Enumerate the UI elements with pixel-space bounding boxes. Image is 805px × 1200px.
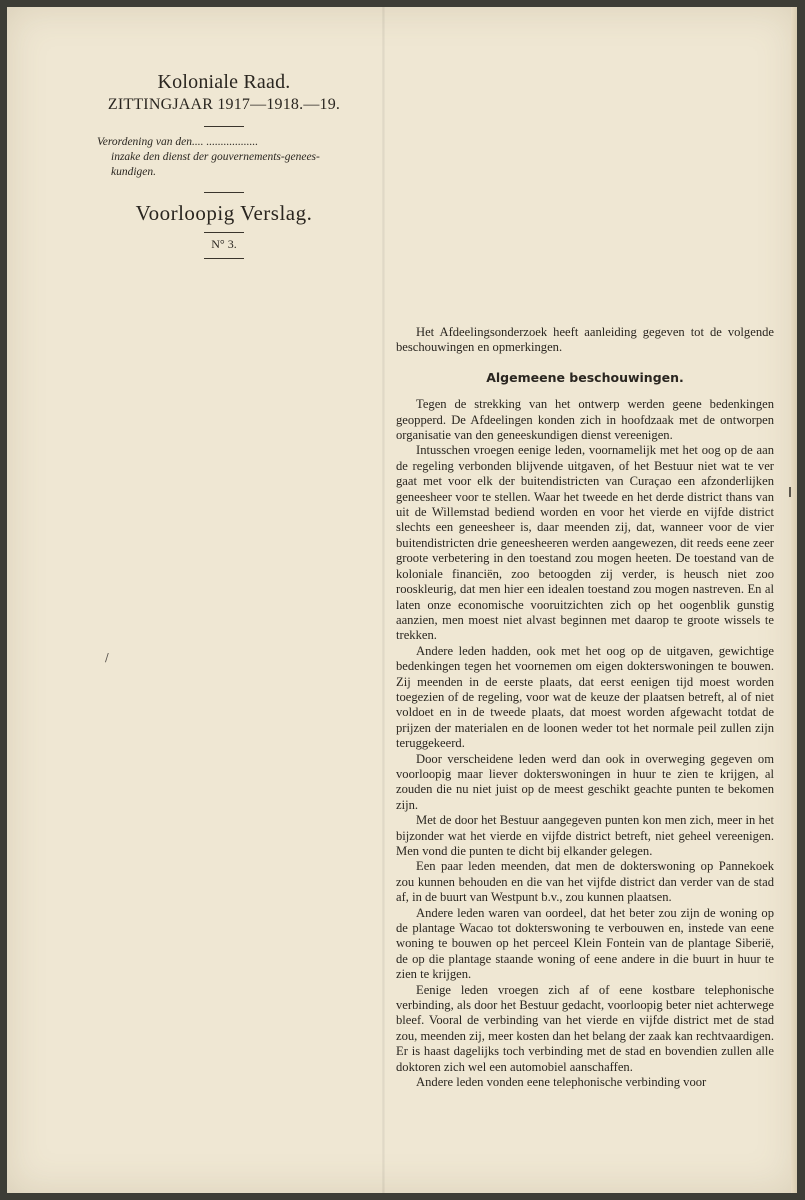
body-paragraph: Eenige leden vroegen zich af of eene kostbare telephonische verbinding, als door het Bestuur gedacht, voorloopig beter niet achterwege bleef. Vooral de verbinding van het vierde en vijfde district met de stad zou, meenden zij, meer kosten dan het belang der zaak kan rechtvaardigen. Er is haast dagelijks toch verbinding met de stad en bovendien zullen alle doktoren zich wel een automobiel aanschaffen. xyxy=(396,982,774,1074)
divider-rule xyxy=(204,126,244,127)
body-paragraph: Met de door het Bestuur aangegeven punten kon men zich, meer in het bijzonder wat het vierde en vijfde district betreft, niet geheel vereenigen. Men vond die punten te dicht bij elkander gelegen. xyxy=(396,813,774,858)
divider-rule xyxy=(204,232,244,233)
body-paragraph: Intusschen vroegen eenige leden, voornamelijk met het oog op de aan de regeling verbonden blijvende uitgaven, of het Bestuur niet wat te ver gaat met voor elk der buitendistricten van Curaçao een afzonderlijken geneesheer voor te stellen. Waar het tweede en het derde district thans van uit de Willemstad bediend worden en voor het vierde en vijfde district slechts een geneesheer is, daar meenden zij, dat, wanneer voor de vier buitendistricten drie geneesheeren werden aangewezen, dit reeds eene zeer groote verbetering in den toestand zou mogen heeten. De toestand van de koloniale financiën, zoo betoogden zij verder, is heusch niet zoo rooskleurig, dat men hier een idealen toestand zou mogen nastreven. En al laten onze economische vooruitzichten zich op het oogenblik gunstig aanzien, men moest niet alvast beginnen met daarop te groote wissels te trekken. xyxy=(396,443,774,643)
body-paragraph: Andere leden waren van oordeel, dat het beter zou zijn de woning op de plantage Wacao tot dokterswoning te verbouwen en, instede van eene woning te bouwen op het perceel Klein Fontein van de plantage Siberië, de op die plantage staande woning of eene andere in die buurt in huur te zien te krijgen. xyxy=(396,905,774,982)
section-heading: Algemeene beschouwingen. xyxy=(486,369,684,385)
header-block xyxy=(89,71,359,259)
body-paragraph: Tegen de strekking van het ontwerp werden geene bedenkingen geopperd. De Afdeelingen konden zich in hoofdzaak met de ontworpen organisatie van den geneeskundigen dienst vereenigen. xyxy=(396,397,774,443)
body-paragraph: Door verscheidene leden werd dan ook in overweging gegeven om voorloopig maar liever dokterswoningen in huur te zien te krijgen, al zouden die nu niet juist op de meest geschikt geachte punten te bekomen zijn. xyxy=(396,751,774,812)
ordinance-description xyxy=(97,135,359,180)
report-title: Voorloopig Verslag. xyxy=(135,201,313,225)
intro-paragraph: Het Afdeelingsonderzoek heeft aanleiding gegeven tot de volgende beschouwingen en opmerkingen. xyxy=(396,325,774,355)
body-paragraph: Andere leden vonden eene telephonische verbinding voor xyxy=(416,1075,707,1090)
page-fold-shadow xyxy=(382,7,385,1193)
report-number: N° 3. xyxy=(211,237,237,251)
report-body xyxy=(396,325,774,1091)
stray-mark: / xyxy=(105,651,109,664)
divider-rule xyxy=(204,258,244,259)
body-paragraph: Andere leden hadden, ook met het oog op de uitgaven, gewichtige bedenkingen tegen het voornemen om eigen dokterswoningen te bouwen. Zij meenden in de eerste plaats, dat eerst eenigen tijd moest worden toegezien of de regeling, voor wat de keuze der plaatsen betreft, al of niet voldoet en in de tweede plaats, dat moest worden afgewacht totdat de prijzen der materialen en de loonen weder tot het normale peil zullen zijn teruggekeerd. xyxy=(396,643,774,751)
body-paragraph: Een paar leden meenden, dat men de dokterswoning op Pannekoek zou kunnen behouden en die van het vijfde district dan verder van de stad af, in de buurt van Westpunt b.v., zou kunnen plaatsen. xyxy=(396,859,774,905)
session-year: ZITTINGJAAR 1917—1918.—19. xyxy=(107,96,341,113)
divider-rule xyxy=(204,192,244,193)
ordinance-line-3: kundigen. xyxy=(111,166,157,178)
document-page xyxy=(7,7,797,1193)
ordinance-line-2: inzake den dienst der gouvernements-genees- xyxy=(111,151,320,163)
margin-mark xyxy=(789,487,791,497)
council-title: Koloniale Raad. xyxy=(157,71,291,93)
page-right-edge xyxy=(791,7,797,1193)
ordinance-line-1: Verordening van den.... .................. xyxy=(97,136,259,148)
